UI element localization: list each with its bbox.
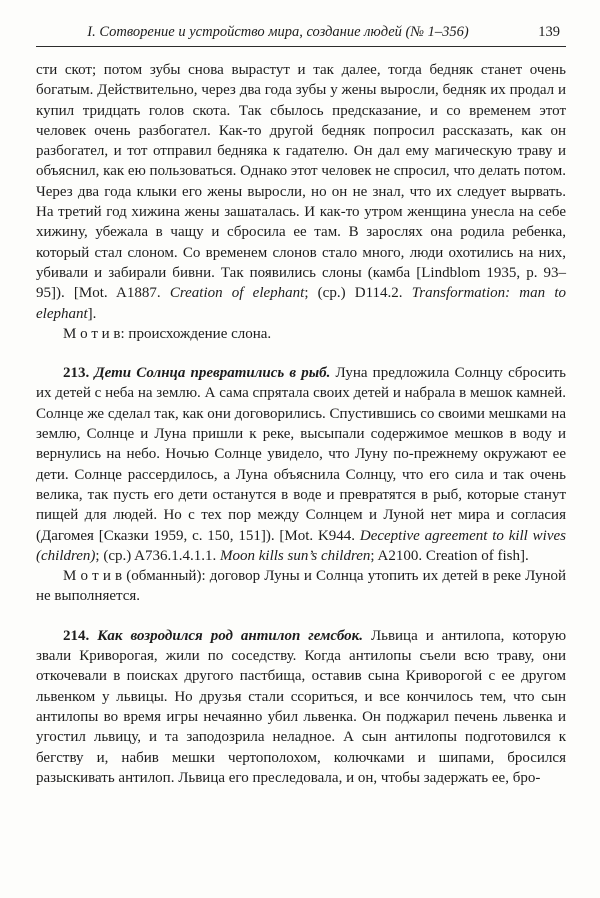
text-run: сти скот; потом зубы снова вырастут и так далее, тогда бедняк станет очень богатым. Действительно, через два года зубы у жены выросли, бедняк их продал и купил тридцать голов скота. Так сбылось предсказание, и со временем этот человек очень разбогател. Как-то другой бедняк попросил рассказать, как он разбогател, и тот отправил бедняка к гадателю. Он дал ему магическую траву и объяснил, как ею пользоваться. Однако этот человек не спросил, что делать потом. Через два года клыки его жены выросли, но он не знал, что их следует вырвать. На третий год хижина жены зашаталась. И как-то утром женщина унесла на себе хижину, убежала в чащу и сбросила ее там. В зарослях она родила ребенка, который стал слоном. Со временем слонов стало много, люди охотились на них, убивали и забирали бивни. Так появились слоны (камба [Lindblom 1935, p. 93–95]). [Mot. A1887. [36,62,566,302]
text-run: Moon kills sun’s children [220,547,371,564]
tale-213-paragraph [36,363,566,566]
tale-214-paragraph [36,626,566,788]
text-run: ; (ср.) D114.2. [304,285,412,302]
text-run: Transformation: man to elephant [36,285,566,322]
page-content [36,60,566,788]
text-run: М о т и в (обманный): договор Луны и Солнца утопить их детей в реке Луной не выполняется. [36,568,566,605]
running-title: I. Сотворение и устройство мира, создание людей (№ 1–356) [87,24,469,40]
tale-212-continuation-paragraph [36,60,566,324]
text-run: ; A2100. Creation of fish]. [370,547,529,564]
page-number: 139 [538,24,560,40]
text-run: 213. [63,365,95,382]
motif-paragraph-elephant [36,324,566,344]
text-run: Deceptive agreement to kill wives (children) [36,527,566,564]
text-run: М о т и в: происхождение слона. [63,325,272,342]
text-run: Creation of elephant [169,285,305,302]
motif-paragraph-213 [36,566,566,607]
text-run: Как возродился род антилоп гемсбок. [97,627,371,644]
text-run: Луна предложила Солнцу сбросить их детей с неба на землю. А сама спрятала своих детей и набрала в мешок камней. Солнце же сделал так, как они договорились. Спустившись со своими мешками на землю, Солнце и Луна пришли к реке, высыпали содержимое мешков в воду и вернулись на небо. Ночью Солнце увидело, что Луну по-прежнему окружают ее дети. Солнце рассердилось, а Луна объяснила Солнцу, что его сила и так очень велика, так пусть его дети останутся в воде и превратятся в рыб, которые станут пищей для людей. Но с тех пор между Солнцем и Луной нет мира и согласия (Дагомея [Сказки 1959, с. 150, 151]). [Mot. K944. [36,365,566,544]
text-run: ; (ср.) A736.1.4.1.1. [95,547,220,564]
header-rule [36,46,566,47]
text-run: Дети Солнца превратились в рыб. [94,365,336,382]
text-run: 214. [63,627,98,644]
text-run: Львица и антилопа, которую звали Криворогая, жили по соседству. Когда антилопы съели всю траву, они откочевали в поисках другого пастбища, оставив сына Криворогой с ее другом львенком у львицы. Но друзья стали ссориться, и все кончилось тем, что сын антилопы во время игры нечаянно убил львенка. Он поджарил печень львенка и угостил львицу, и та заподозрила неладное. А сын антилопы подготовился к бегству и, набив мешки чертополохом, колючками и шипами, бросился разыскивать антилоп. Львица его преследовала, и он, чтобы задержать ее, бро- [36,627,567,786]
text-run: ]. [87,305,97,322]
page-header [36,22,566,44]
